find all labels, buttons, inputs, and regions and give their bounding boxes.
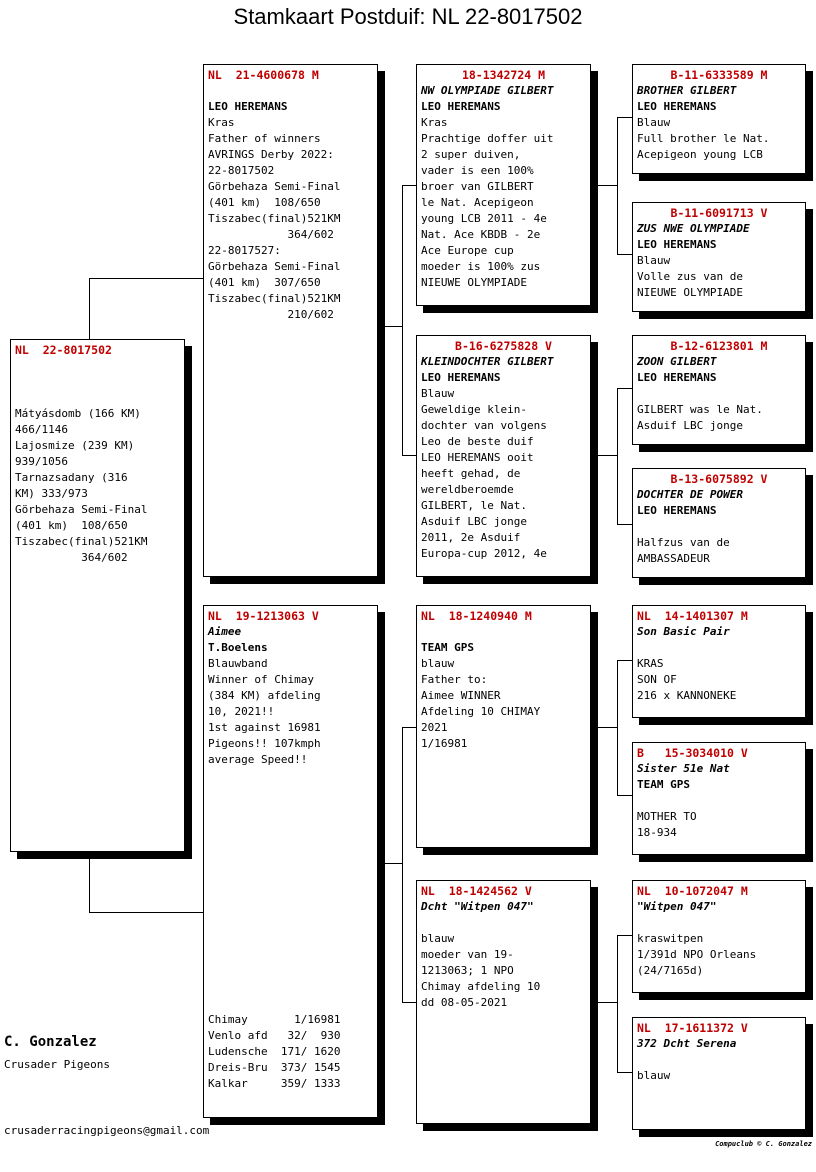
text-line: 216 x KANNONEKE	[637, 689, 737, 702]
pigeon-card-mfm[interactable]	[632, 742, 806, 855]
ring-number: B 15-3034010 V	[637, 746, 748, 760]
text-line: 466/1146	[15, 423, 68, 436]
owner-name: LEO HEREMANS	[637, 238, 717, 251]
connector-line	[377, 863, 402, 864]
text-line: Tiszabec(final)521KM	[15, 535, 148, 548]
ring-number: NL 19-1213063 V	[208, 609, 319, 623]
text-line: 364/602	[15, 551, 128, 564]
text-line: GILBERT was le Nat.	[637, 403, 763, 416]
ring-number: NL 18-1240940 M	[421, 609, 532, 623]
pigeon-card-mff[interactable]	[632, 605, 806, 718]
text-line: LEO HEREMANS ooit	[421, 451, 534, 464]
text-line: Ace Europe cup	[421, 244, 514, 257]
page-title: Stamkaart Postduif: NL 22-8017502	[233, 4, 583, 29]
text-line: Afdeling 10 CHIMAY	[421, 705, 541, 718]
text-line: Prachtige doffer uit	[421, 132, 554, 145]
pigeon-name: Dcht "Witpen 047"	[421, 900, 534, 913]
connector-line	[590, 185, 617, 186]
pigeon-card-dam-sire[interactable]	[416, 605, 591, 848]
connector-line	[617, 660, 633, 661]
connector-line	[617, 254, 633, 255]
text-line: Chimay 1/16981	[208, 1013, 341, 1026]
text-line: 1/391d NPO Orleans	[637, 948, 757, 961]
text-line: Pigeons!! 107kmph	[208, 737, 321, 750]
pigeon-name: "Witpen 047"	[637, 900, 717, 913]
owner-name: LEO HEREMANS	[421, 371, 501, 384]
breeder-club: Crusader Pigeons	[4, 1058, 110, 1071]
text-line: Asduif LBC jonge	[421, 515, 527, 528]
owner-name: T.Boelens	[208, 641, 268, 654]
text-line: wereldberoemde	[421, 483, 514, 496]
color-label: Blauw	[637, 254, 671, 267]
text-line: Görbehaza Semi-Final	[208, 260, 341, 273]
connector-line	[617, 524, 633, 525]
connector-line	[402, 185, 417, 186]
color-label: Blauw	[421, 387, 455, 400]
breeder-name: C. Gonzalez	[4, 1034, 97, 1050]
text-line: 10, 2021!!	[208, 705, 275, 718]
owner-name: TEAM GPS	[637, 778, 690, 791]
text-line: Mátyásdomb (166 KM)	[15, 407, 141, 420]
connector-line	[617, 1072, 633, 1073]
pigeon-name: NW OLYMPIADE GILBERT	[421, 84, 554, 97]
text-line: heeft gehad, de	[421, 467, 521, 480]
owner-name: LEO HEREMANS	[421, 100, 501, 113]
pigeon-card-father[interactable]	[203, 64, 378, 577]
notes-list	[421, 402, 586, 562]
text-line: AVRINGS Derby 2022:	[208, 148, 334, 161]
text-line: (384 KM) afdeling	[208, 689, 321, 702]
text-line: average Speed!!	[208, 753, 308, 766]
text-line: 22-8017502	[208, 164, 275, 177]
ring-number: B-11-6333589 M	[670, 68, 768, 82]
ring-number: B-12-6123801 M	[670, 339, 768, 353]
notes-list	[637, 535, 801, 567]
connector-line	[402, 727, 403, 1002]
text-line: 18-934	[637, 826, 677, 839]
connector-line	[402, 727, 417, 728]
text-line: 22-8017527:	[208, 244, 281, 257]
color-label: blauw	[421, 657, 455, 670]
text-line: vader is een 100%	[421, 164, 534, 177]
text-line: Kalkar 359/ 1333	[208, 1077, 341, 1090]
connector-line	[617, 388, 633, 389]
connector-line	[89, 912, 204, 913]
footer-credit: Compuclub © C. Gonzalez	[715, 1140, 812, 1148]
color-label	[637, 386, 801, 402]
text-line: le Nat. Acepigeon	[421, 196, 534, 209]
pigeon-card-fff[interactable]	[632, 64, 806, 174]
notes-list	[637, 131, 801, 163]
pigeon-name: DOCHTER DE POWER	[637, 488, 743, 501]
connector-line	[89, 278, 90, 340]
connector-line	[590, 727, 617, 728]
owner-name: LEO HEREMANS	[637, 504, 717, 517]
color-label	[637, 519, 801, 535]
notes-list	[421, 672, 586, 752]
color-label: Blauw	[637, 116, 671, 129]
text-line: moeder is 100% zus	[421, 260, 541, 273]
connector-line	[617, 117, 618, 254]
pigeon-card-dam-dam[interactable]	[416, 880, 591, 1124]
color-label: Kras	[208, 116, 235, 129]
notes-list	[637, 809, 801, 841]
owner-name: LEO HEREMANS	[637, 100, 717, 113]
pigeon-name: Aimee	[208, 625, 242, 638]
pigeon-card-sire-sire[interactable]	[416, 64, 591, 306]
notes-list	[637, 269, 801, 301]
ring-number: NL 17-1611372 V	[637, 1021, 748, 1035]
ring-number: B-11-6091713 V	[670, 206, 768, 220]
connector-line	[377, 326, 402, 327]
text-line: 1/16981	[421, 737, 468, 750]
color-label: blauw	[637, 1069, 671, 1082]
text-line: Father of winners	[208, 132, 321, 145]
notes-list	[208, 672, 373, 768]
pigeon-card-sire-dam[interactable]	[416, 335, 591, 577]
connector-line	[617, 935, 633, 936]
pigeon-card-mmm[interactable]	[632, 1017, 806, 1130]
connector-line	[617, 388, 618, 524]
text-line: Dreis-Bru 373/ 1545	[208, 1061, 341, 1074]
text-line: Lajosmize (239 KM)	[15, 439, 135, 452]
connector-line	[590, 1002, 617, 1003]
text-line: dd 08-05-2021	[421, 996, 508, 1009]
owner-name: TEAM GPS	[421, 641, 474, 654]
pigeon-card-fmf[interactable]	[632, 335, 806, 445]
notes-list	[637, 947, 801, 979]
color-label: Kras	[421, 116, 448, 129]
text-line: broer van GILBERT	[421, 180, 534, 193]
connector-line	[89, 278, 204, 279]
text-line: (24/7165d)	[637, 964, 704, 977]
pigeon-name: ZOON GILBERT	[637, 355, 717, 368]
pigeon-card-mmf[interactable]	[632, 880, 806, 993]
connector-line	[402, 185, 403, 455]
color-label: KRAS	[637, 657, 664, 670]
ring-number: NL 18-1424562 V	[421, 884, 532, 898]
notes-list	[637, 672, 801, 704]
text-line: 364/602	[208, 228, 334, 241]
text-line: Görbehaza Semi-Final	[208, 180, 341, 193]
pigeon-name: 372 Dcht Serena	[637, 1037, 737, 1050]
ring-number: NL 21-4600678 M	[208, 68, 319, 82]
breeder-email[interactable]: crusaderracingpigeons@gmail.com	[4, 1124, 210, 1137]
connector-line	[590, 455, 617, 456]
text-line: moeder van 19-	[421, 948, 514, 961]
owner-name: LEO HEREMANS	[208, 100, 288, 113]
color-label: Blauwband	[208, 657, 268, 670]
connector-line	[89, 852, 90, 912]
color-label: kraswitpen	[637, 932, 704, 945]
color-label: blauw	[421, 932, 455, 945]
ring-number: NL 10-1072047 M	[637, 884, 748, 898]
text-line: (401 km) 108/650	[15, 519, 128, 532]
text-line: SON OF	[637, 673, 677, 686]
text-line: young LCB 2011 - 4e	[421, 212, 547, 225]
text-line: Winner of Chimay	[208, 673, 314, 686]
ring-number: NL 22-8017502	[15, 343, 112, 357]
text-line: Asduif LBC jonge	[637, 419, 743, 432]
text-line: Father to:	[421, 673, 488, 686]
text-line: 1213063; 1 NPO	[421, 964, 514, 977]
text-line: MOTHER TO	[637, 810, 697, 823]
text-line: Tiszabec(final)521KM	[208, 292, 341, 305]
pigeon-card-mother[interactable]	[203, 605, 378, 1118]
text-line: AMBASSADEUR	[637, 552, 710, 565]
ring-number: B-13-6075892 V	[670, 472, 768, 486]
text-line: Geweldige klein-	[421, 403, 527, 416]
connector-line	[617, 660, 618, 795]
text-line: NIEUWE OLYMPIADE	[637, 286, 743, 299]
pigeon-card-subject[interactable]	[10, 339, 185, 852]
pigeon-name: BROTHER GILBERT	[637, 84, 737, 97]
ring-number: B-16-6275828 V	[455, 339, 552, 353]
text-line: Europa-cup 2012, 4e	[421, 547, 547, 560]
notes-list	[208, 131, 373, 323]
text-line: dochter van volgens	[421, 419, 547, 432]
pigeon-card-fmm[interactable]	[632, 468, 806, 578]
connector-line	[617, 795, 633, 796]
text-line: KM) 333/973	[15, 487, 88, 500]
text-line: NIEUWE OLYMPIADE	[421, 276, 527, 289]
text-line: 939/1056	[15, 455, 68, 468]
notes-list	[421, 947, 586, 1011]
text-line: (401 km) 108/650	[208, 196, 321, 209]
pigeon-name: Sister 51e Nat	[637, 762, 730, 775]
pigeon-card-ffm[interactable]	[632, 202, 806, 312]
text-line: Venlo afd 32/ 930	[208, 1029, 341, 1042]
text-line: 2 super duiven,	[421, 148, 521, 161]
text-line: Ludensche 171/ 1620	[208, 1045, 341, 1058]
text-line: Nat. Ace KBDB - 2e	[421, 228, 541, 241]
text-line: Full brother le Nat.	[637, 132, 770, 145]
text-line: 1st against 16981	[208, 721, 321, 734]
text-line: (401 km) 307/650	[208, 276, 321, 289]
pigeon-name: KLEINDOCHTER GILBERT	[421, 355, 554, 368]
text-line: Acepigeon young LCB	[637, 148, 763, 161]
connector-line	[402, 1002, 417, 1003]
text-line: 2021	[421, 721, 448, 734]
owner-name: LEO HEREMANS	[637, 371, 717, 384]
text-line: 210/602	[208, 308, 334, 321]
text-line: Leo de beste duif	[421, 435, 534, 448]
ring-number: NL 14-1401307 M	[637, 609, 748, 623]
text-line: Tiszabec(final)521KM	[208, 212, 341, 225]
text-line: Chimay afdeling 10	[421, 980, 541, 993]
notes-list	[421, 131, 586, 291]
connector-line	[617, 117, 633, 118]
text-line: Volle zus van de	[637, 270, 743, 283]
text-line: Görbehaza Semi-Final	[15, 503, 148, 516]
text-line: Halfzus van de	[637, 536, 730, 549]
pigeon-name: Son Basic Pair	[637, 625, 730, 638]
connector-line	[617, 935, 618, 1072]
ring-number: 18-1342724 M	[461, 68, 546, 82]
text-line: Aimee WINNER	[421, 689, 501, 702]
connector-line	[402, 455, 417, 456]
text-line: Tarnazsadany (316	[15, 471, 128, 484]
text-line: GILBERT, le Nat.	[421, 499, 527, 512]
results-list	[208, 1012, 340, 1092]
text-line: 2011, 2e Asduif	[421, 531, 521, 544]
pigeon-name: ZUS NWE OLYMPIADE	[637, 222, 750, 235]
results-list	[15, 406, 180, 566]
notes-list	[637, 402, 801, 434]
